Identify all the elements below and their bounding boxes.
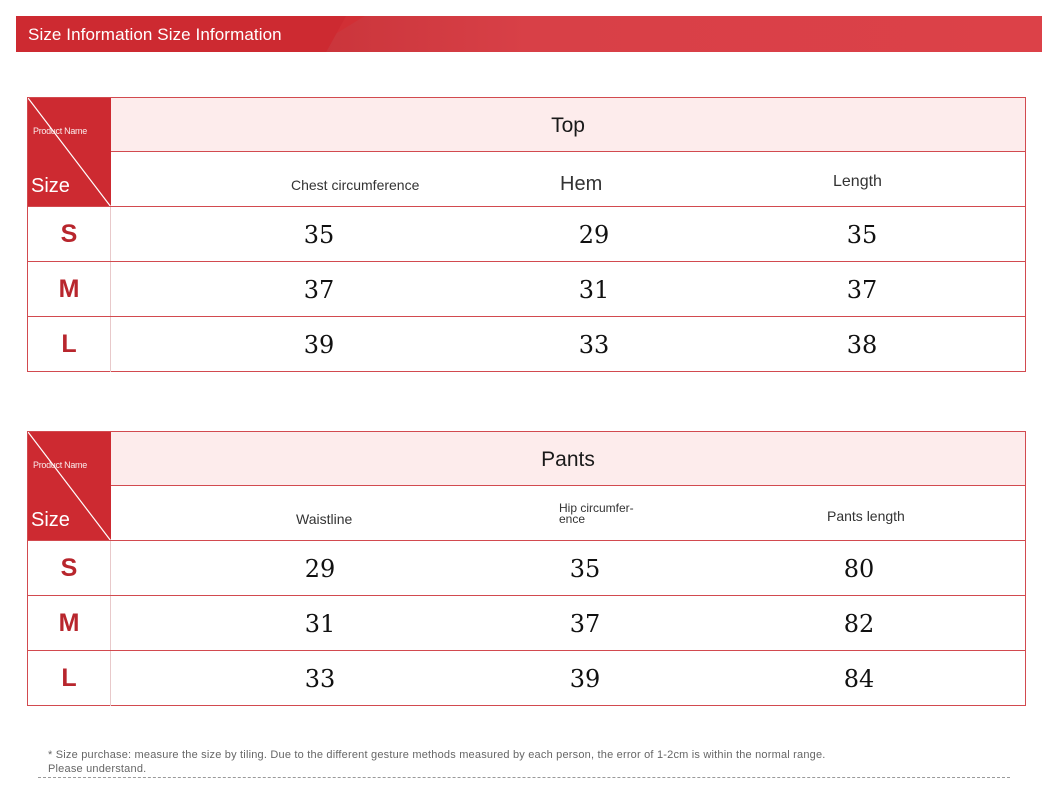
size-label: L xyxy=(28,651,111,706)
corner-size-label: Size xyxy=(31,175,70,197)
table-row xyxy=(28,540,1025,596)
value-waistline: 29 xyxy=(304,555,336,583)
value-hip: 37 xyxy=(569,610,601,638)
header-bar xyxy=(16,16,1042,52)
table-row xyxy=(28,316,1025,372)
value-hem: 29 xyxy=(578,221,610,249)
column-header-row xyxy=(111,152,1025,207)
column-header-length: Length xyxy=(833,173,882,190)
top-size-table xyxy=(27,97,1026,372)
column-header-hip xyxy=(559,503,634,525)
footnote xyxy=(48,748,1008,776)
column-header-row xyxy=(111,486,1025,541)
column-header-chest: Chest circumference xyxy=(291,177,420,193)
column-header-hem: Hem xyxy=(560,173,603,195)
value-hem: 33 xyxy=(578,331,610,359)
value-length: 37 xyxy=(846,276,878,304)
value-hip: 39 xyxy=(569,665,601,693)
product-title: Top xyxy=(551,114,585,137)
table-row xyxy=(28,650,1025,706)
value-chest: 37 xyxy=(303,276,335,304)
value-pants-length: 82 xyxy=(843,610,875,638)
value-waistline: 31 xyxy=(304,610,336,638)
size-label: M xyxy=(28,262,111,317)
value-chest: 35 xyxy=(303,221,335,249)
column-header-hip-line1: Hip circumfer- xyxy=(559,501,634,515)
product-title: Pants xyxy=(541,448,595,471)
size-label: L xyxy=(28,317,111,372)
corner-product-label: Product Name xyxy=(33,460,87,470)
corner-product-label: Product Name xyxy=(33,126,87,136)
corner-header xyxy=(28,98,111,207)
value-length: 38 xyxy=(846,331,878,359)
value-hem: 31 xyxy=(578,276,610,304)
header-title: Size Information Size Information xyxy=(28,25,282,44)
pants-size-table xyxy=(27,431,1026,706)
corner-size-label: Size xyxy=(31,509,70,531)
table-row xyxy=(28,261,1025,317)
header-fade xyxy=(306,16,1042,52)
value-pants-length: 80 xyxy=(843,555,875,583)
corner-header xyxy=(28,432,111,541)
column-header-waistline: Waistline xyxy=(296,511,353,527)
footnote-line1: * Size purchase: measure the size by tiling. Due to the different gesture methods measured by each person, the error of 1-2cm is within the normal range. xyxy=(48,749,826,761)
size-label: S xyxy=(28,541,111,596)
size-label: M xyxy=(28,596,111,651)
value-hip: 35 xyxy=(569,555,601,583)
table-row xyxy=(28,206,1025,262)
value-length: 35 xyxy=(846,221,878,249)
footnote-line2: Please understand. xyxy=(48,763,147,775)
value-pants-length: 84 xyxy=(843,665,875,693)
dashed-divider xyxy=(38,777,1010,778)
value-waistline: 33 xyxy=(304,665,336,693)
value-chest: 39 xyxy=(303,331,335,359)
size-label: S xyxy=(28,207,111,262)
column-header-hip-line2: ence xyxy=(559,512,586,526)
product-row xyxy=(111,98,1025,152)
table-row xyxy=(28,595,1025,651)
column-header-pants-length: Pants length xyxy=(827,508,905,524)
product-row xyxy=(111,432,1025,486)
